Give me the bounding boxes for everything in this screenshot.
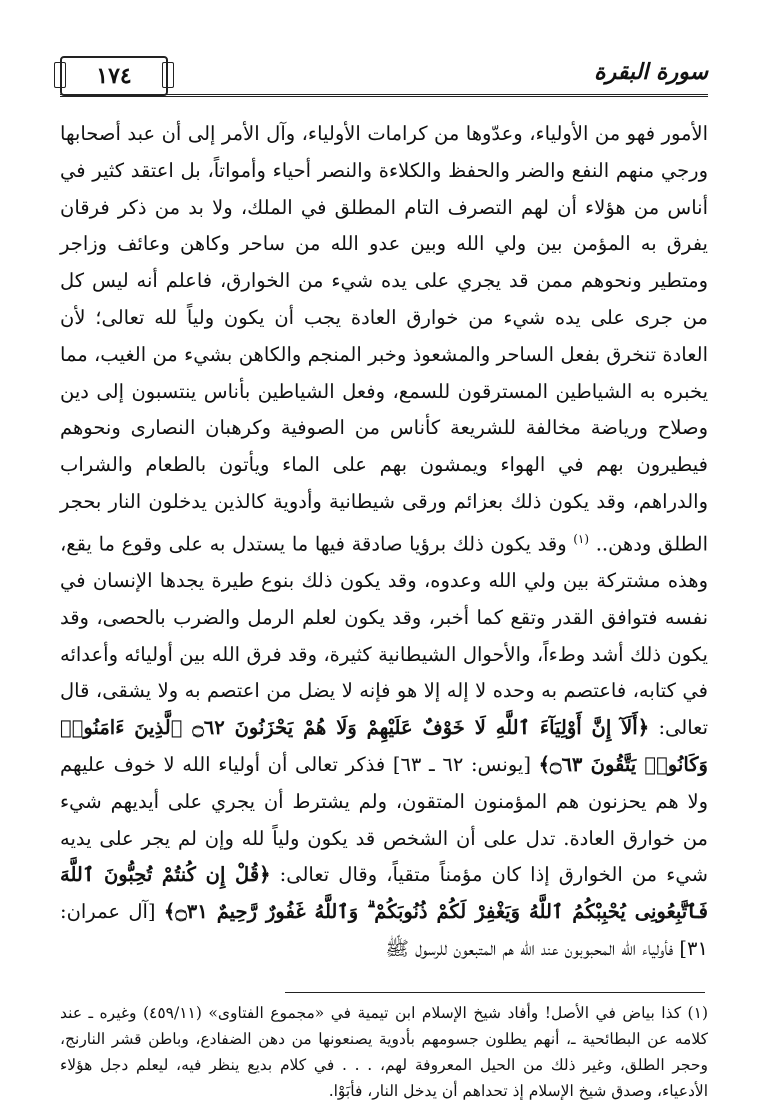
paragraph-text: وقد يكون ذلك برؤيا صادقة فيها ما يستدل به على وقوع ما يقع، وهذه مشتركة بين ولي الله وعدوه، وقد يكون ذلك بنوع طيرة يجدها الإنسان في نفسه فتوافق القدر وتقع كما أخبر، وقد يكون لعلم الرمل والضرب بالحصى، وقد يكون ذلك أشد وطءاً، والأحوال الشيطانية كثيرة، وقد فرق الله بين أوليائه وأعدائه في كتابه، فاعتصم به وحده لا إله إلا هو فإنه لا يضل من اعتصم به ولا يشقى، قال تعالى: (60, 532, 708, 740)
paragraph-text: الأمور فهو من الأولياء، وعدّوها من كرامات الأولياء، وآل الأمر إلى أن عبد أصحابها ورجي منهم النفع والضر والحفظ والكلاءة والنصر أحياء وأمواتاً، بل اعتقد كثير في أناس من هؤلاء أن لهم التصرف التام المطلق في الملك، ولا بد من ذكر فرقان يفرق به المؤمن بين ولي الله وبين عدو الله من ساحر وكاهن وعائف وزاجر ومتطير ونحوهم ممن قد يجري على يده شيء من الخوارق، فاعلم أنه ليس كل من جرى على يده شيء من خوارق العادة يجب أن يكون ولياً لله تعالى؛ لأن العادة تنخرق بفعل الساحر والمشعوذ وخبر المنجم والكاهن بشيء من الغيب، مما يخبره به الشياطين المسترقون للسمع، وفعل الشياطين بأناس ينتسبون إلى دين وصلاح ورياضة مخالفة للشريعة كأناس من الصوفية وكرهبان النصارى ونحوهم فيطيرون بهم في الهواء ويمشون بهم على الماء ويأتون بالطعام والشراب والدراهم، وقد يكون ذلك بعزائم ورقى شيطانية وأدوية كالذين يدخلون النار بحجر الطلق ودهن.. (60, 122, 709, 556)
footnote-divider (285, 992, 705, 993)
surah-title: سورة البقرة (594, 59, 708, 85)
quran-verse: ﴿قُلْ إِن كُنتُمْ تُحِبُّونَ ٱللَّهَ فَٱتَّبِعُونِى يُحْبِبْكُمُ ٱللَّهُ وَيَغْفِرْ لَكُمْ ذُنُوبَكُمْ ۗ وَٱللَّهُ غَفُورٌ رَّحِيمٌ ۝٣١﴾ (60, 863, 708, 924)
main-text (60, 116, 708, 968)
verse-reference: [يونس: ٦٢ ـ ٦٣] (385, 753, 531, 777)
header-divider (60, 94, 708, 97)
footnote (60, 1000, 708, 1104)
footnote-text: (١) كذا بياض في الأصل! وأفاد شيخ الإسلام ابن تيمية في «مجموع الفتاوى» (٤٥٩/١١) وغيره ـ عند كلامه عن البطائحية ـ، أنهم يطلون جسومهم بأدوية يصنعونها من دهن الضفادع، وباطن قشر النارنج، وحجر الطلق، وغير ذلك من الحيل المعروفة لهم، . . . في كلام بديع ينظر فيه، ليعلم دجل هؤلاء الأدعياء، وصدق شيخ الإسلام إذ تحداهم أن يدخل النار، فأبَوْا. (60, 1004, 708, 1100)
paragraph-1 (60, 116, 708, 968)
page-number-badge: ١٧٤ (60, 56, 168, 96)
footnote-marker: (١) (573, 531, 590, 546)
paragraph-text: فأولياء الله المحبوبون عند الله هم المتبعون للرسول ﷺ (385, 937, 674, 961)
page-header (60, 52, 708, 98)
paragraph-text: فذكر تعالى أن أولياء الله لا خوف عليهم ولا هم يحزنون هم المؤمنون المتقون، ولم يشترط أن يجري على أيديهم شيء من خوارق العادة. تدل على أن الشخص قد يكون ولياً لله وإن لم يجر على يديه شيء من الخوارق إذا كان مؤمناً متقياً، وقال تعالى: (60, 753, 708, 887)
quran-verse: ﴿أَلَآ إِنَّ أَوْلِيَآءَ ٱللَّهِ لَا خَوْفٌ عَلَيْهِمْ وَلَا هُمْ يَحْزَنُونَ ۝٦٢ ٱلَّذِينَ ءَامَنُوا۟ وَكَانُوا۟ يَتَّقُونَ ۝٦٣﴾ (60, 716, 708, 777)
verse-reference: [آل عمران: ٣١] (60, 900, 708, 961)
